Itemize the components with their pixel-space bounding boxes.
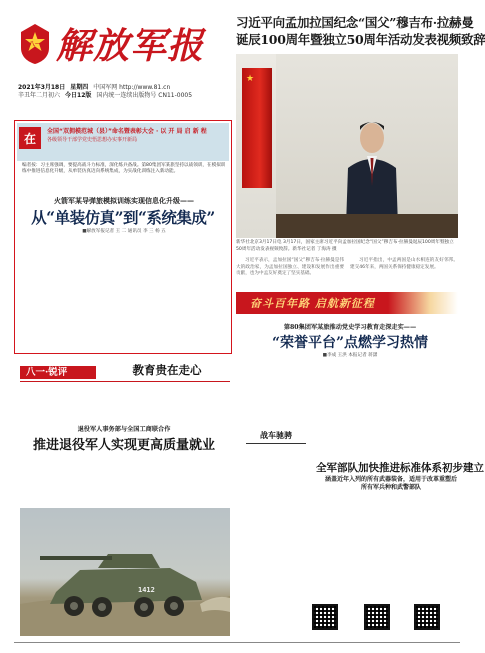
lead-body	[22, 238, 226, 350]
photo-desk	[276, 214, 458, 238]
masthead-title: 解放军报	[56, 25, 205, 67]
bottom-left-pre-title: 退役军人事务部与全国工商联合作	[77, 426, 171, 433]
issue-date: 2021年3月18日	[18, 84, 66, 91]
mid-title[interactable]: “荣誉平台”点燃学习热情	[271, 335, 429, 351]
commentary-body	[20, 385, 230, 421]
mid-pre-title: 第80集团军某旅推动党史学习教育走深走实——	[283, 324, 417, 331]
issue-weekday: 星期四	[70, 84, 89, 91]
qr-code-icon[interactable]	[364, 604, 390, 630]
svg-text:八一: 八一	[28, 41, 42, 48]
lead-title[interactable]: 从“单装仿真”到“系统集成”	[31, 208, 215, 227]
mid-body	[240, 362, 460, 424]
lead-byline: ■解放军报记者 王 二 通讯员 李 三 杨 五	[82, 229, 166, 234]
footer-rule	[14, 642, 460, 643]
lead-tag: 在	[19, 127, 41, 149]
national-flag	[242, 68, 272, 188]
flag-star-icon: ★	[246, 74, 255, 84]
page-count: 今日12版	[65, 92, 92, 99]
qr-code-icon[interactable]	[414, 604, 440, 630]
bottom-right-title[interactable]: 全军部队加快推进标准体系初步建立	[316, 462, 484, 474]
war-column-rule	[246, 443, 306, 444]
vehicle-number: 1412	[138, 586, 155, 594]
top-headline-line: 习近平向孟加拉国纪念“国父”穆吉布·拉赫曼	[236, 15, 474, 30]
bottom-left-body	[20, 454, 230, 504]
mid-byline: ■李成 王洪 本报记者 蒋潇	[322, 353, 378, 358]
top-story-body-col1	[236, 258, 344, 288]
war-column-body	[238, 448, 314, 488]
lead-photo	[236, 54, 458, 238]
war-column-title[interactable]: 战车驰骋	[260, 430, 292, 440]
body-paragraph: 习近平表示，孟加拉国“国父”穆吉布·拉赫曼是伟大的政治家，为孟加拉国独立、建设和发展作出重要贡献，也为中孟友好奠定了坚实基础。	[236, 258, 344, 277]
bottom-left-title[interactable]: 推进退役军人实现更高质量就业	[32, 438, 215, 453]
top-story-body-col2	[350, 258, 458, 288]
lead-kicker: 全国“双拥模范城（县）”命名暨表彰大会 · 以 开 局 启 新 程	[47, 128, 207, 135]
commentary-tag: 八一·锐评	[20, 366, 96, 379]
photo-caption: 新华社北京3月17日电 3月17日，国家主席习近平向孟加拉国纪念“国父”穆吉布·拉赫曼诞辰100周年暨独立50周年活动发表视频致辞。新华社记者 丁海涛 摄	[236, 240, 454, 252]
lead-summary: 编者按：习主席强调，要提高战斗力标准，深化练兵备战。第80集团军某旅坚持以战领训，在模拟训练中推进信息化升级，从单装仿真迈向系统集成，为实战化训练注入新动能。	[22, 163, 226, 175]
bottom-right-body	[320, 496, 460, 596]
bottom-center-body	[238, 496, 316, 596]
armored-vehicle-photo	[20, 508, 230, 636]
website: 中国军网 http://www.81.cn	[93, 84, 171, 91]
serial-number: 国内统一连续出版物号 CN11-0005	[96, 92, 193, 99]
speaker-figure	[340, 116, 404, 226]
lunar-date: 辛丑年二月初六	[18, 92, 61, 99]
lead-kicker-sub: 各级领导干部学党史悟思想办实事开新局	[47, 137, 138, 143]
qr-code-icon[interactable]	[312, 604, 338, 630]
dateline	[18, 84, 226, 100]
lead-hero-strip	[17, 123, 229, 161]
armored-vehicle-illustration	[20, 508, 230, 636]
top-headline[interactable]	[236, 14, 485, 48]
commentary-divider	[20, 381, 230, 382]
centenary-banner	[236, 292, 458, 314]
banner-ribbon	[388, 292, 458, 314]
lead-pre-title: 火箭军某导弹旅模拟训练实现信息化升级——	[54, 196, 194, 205]
bottom-right-subtitle: 涵盖近年入列的所有武器装备，适用于改革重塑后所有军兵种和武警部队	[324, 476, 457, 491]
commentary-title[interactable]: 教育贵在走心	[132, 363, 202, 377]
body-paragraph: 习近平指出，中孟两国是山水相连的友好邻邦。建交46年来，两国关系保持健康稳定发展。	[350, 258, 458, 270]
army-emblem-icon	[18, 22, 52, 66]
top-headline-line: 诞辰100周年暨独立50周年活动发表视频致辞	[236, 32, 485, 47]
banner-text: 奋斗百年路 启航新征程	[250, 297, 375, 310]
